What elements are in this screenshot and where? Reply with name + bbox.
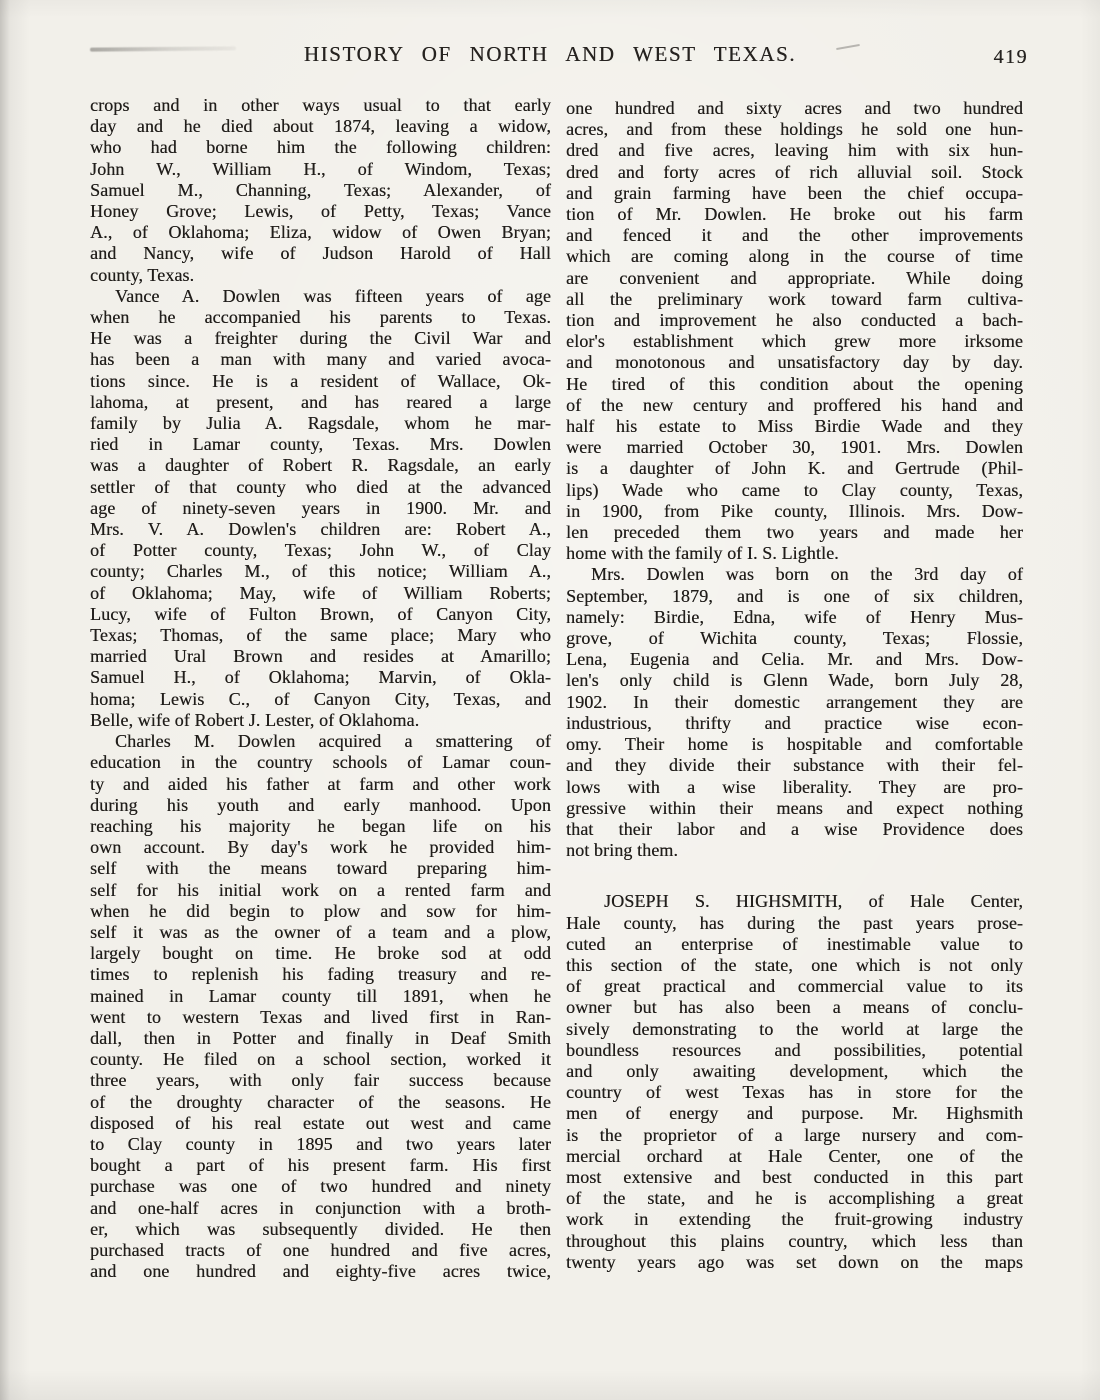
text-line: is the proprietor of a large nursery and com- [566,1124,1023,1145]
text-line: not bring them. [566,840,678,861]
text-line: largely bought on time. He broke sod at odd [90,943,551,964]
text-line: family by Julia A. Ragsdale, whom he mar- [90,413,551,434]
text-line: namely: Birdie, Edna, wife of Henry Mus- [566,606,1023,627]
text-line: Mrs. V. A. Dowlen's children are: Robert A., [90,519,551,540]
text-line: A., of Oklahoma; Eliza, widow of Owen Bryan; [90,222,551,243]
text-line: most extensive and best conducted in this part [566,1166,1023,1187]
text-line: and grain farming have been the chief occupa- [566,182,1023,203]
text-line: len's only child is Glenn Wade, born July 28, [566,670,1023,691]
text-line: John W., William H., of Windom, Texas; [90,158,551,179]
text-line: lips) Wade who came to Clay county, Texas, [566,479,1023,500]
text-line: of Potter county, Texas; John W., of Clay [90,540,551,561]
text-line: self for his initial work on a rented farm and [90,879,551,900]
text-line: elor's establishment which grew more irksome [566,331,1023,352]
text-line: sively demonstrating to the world at large the [566,1018,1023,1039]
text-line: gressive within their means and expect nothing [566,797,1023,818]
text-line: ried in Lamar county, Texas. Mrs. Dowlen [90,434,551,455]
text-line: Vance A. Dowlen was fifteen years of age [115,285,551,306]
text-line: homa; Lewis C., of Canyon City, Texas, and [90,688,551,709]
text-line: dall, then in Potter and finally in Deaf Smith [90,1027,551,1048]
text-line: disposed of his real estate out west and came [90,1112,551,1133]
text-line: dred and forty acres of rich alluvial soil. Stock [566,161,1023,182]
text-line: purchase was one of two hundred and ninety [90,1176,551,1197]
text-line: industrious, thrifty and practice wise econ- [566,712,1023,733]
text-line: county, Texas. [90,264,195,285]
text-line: cuted an enterprise of inestimable value to [566,933,1023,954]
text-line: mained in Lamar county till 1891, when he [90,985,551,1006]
text-line: three years, with only fair success because [90,1070,551,1091]
text-line: and one hundred and eighty-five acres twice, [90,1261,551,1282]
text-line: were married October 30, 1901. Mrs. Dowlen [566,437,1023,458]
text-line: times to replenish his fading treasury and re- [90,964,551,985]
text-line: of Oklahoma; May, wife of William Roberts; [90,582,551,603]
page-number: 419 [993,46,1028,68]
text-line: who had borne him the following children: [90,137,551,158]
text-line: when he did begin to plow and sow for him- [90,900,551,921]
text-line: He tired of this condition about the opening [566,373,1023,394]
running-title: HISTORY OF NORTH AND WEST TEXAS. [303,42,797,66]
text-line: crops and in other ways usual to that early [90,95,551,115]
column-right [566,98,1023,1273]
text-line: dred and five acres, leaving him with six hun- [566,140,1023,161]
text-line: country of west Texas has in store for the [566,1082,1023,1103]
text-line: Texas; Thomas, of the same place; Mary who [90,625,551,646]
text-line: married Ural Brown and resides at Amarillo; [90,646,551,667]
paragraph [566,98,1023,564]
text-line: reaching his majority he began life on his [90,815,551,836]
paragraph [566,564,1023,861]
text-line: owner but has also been a means of conclu- [566,997,1023,1018]
text-line: this section of the state, one which is not only [566,954,1023,975]
text-line: acres, and from these holdings he sold one hun- [566,119,1023,140]
text-line: and only awaiting development, which the [566,1060,1023,1081]
text-line: day and he died about 1874, leaving a widow, [90,116,551,137]
text-line: are convenient and appropriate. While doing [566,267,1023,288]
text-line: Lena, Eugenia and Celia. Mr. and Mrs. Dow- [566,649,1023,670]
text-line: and monotonous and unsatisfactory day by day. [566,352,1023,373]
text-line: tion and improvement he also conducted a bach- [566,310,1023,331]
text-line: len preceded them two years and made her [566,522,1023,543]
text-line: and fenced it and the other improvements [566,225,1023,246]
text-line: that their labor and a wise Providence does [566,818,1023,839]
text-line: Honey Grove; Lewis, of Petty, Texas; Vance [90,201,551,222]
text-line: Mrs. Dowlen was born on the 3rd day of [591,564,1023,585]
text-line: and Nancy, wife of Judson Harold of Hall [90,243,551,264]
text-line: of the state, and he is accomplishing a great [566,1188,1023,1209]
text-line: went to western Texas and lived first in Ran- [90,1006,551,1027]
text-line: twenty years ago was set down on the maps [566,1251,1023,1272]
text-line: and they divide their substance with their fel- [566,755,1023,776]
text-line: settler of that county who died at the advanced [90,476,551,497]
text-line: home with the family of I. S. Lightle. [566,543,839,564]
text-line: Samuel M., Channing, Texas; Alexander, of [90,179,551,200]
paragraph [90,95,551,286]
text-line: county. He filed on a school section, worked it [90,1049,551,1070]
text-line: boundless resources and possibilities, potential [566,1039,1023,1060]
text-line: which are coming along in the course of time [566,246,1023,267]
text-line: purchased tracts of one hundred and five acres, [90,1239,551,1260]
text-line: er, which was subsequently divided. He then [90,1218,551,1239]
text-line: during his youth and early manhood. Upon [90,794,551,815]
text-line: has been a man with many and varied avoca- [90,349,551,370]
text-line: omy. Their home is hospitable and comfortable [566,734,1023,755]
text-line: all the preliminary work toward farm cultiva- [566,288,1023,309]
text-line: Charles M. Dowlen acquired a smattering of [115,731,551,752]
text-line: of the new century and proffered his hand and [566,394,1023,415]
text-line: when he accompanied his parents to Texas. [90,307,551,328]
paragraph [566,891,1023,1273]
text-line: Hale county, has during the past years prose- [566,912,1023,933]
paragraph [90,731,551,1282]
text-line: half his estate to Miss Birdie Wade and they [566,416,1023,437]
text-line: September, 1879, and is one of six children, [566,585,1023,606]
text-line: own account. By day's work he provided him- [90,837,551,858]
text-line: county; Charles M., of this notice; William A., [90,561,551,582]
text-line: lows with a wise liberality. They are pro- [566,776,1023,797]
text-line: of the droughty character of the seasons. He [90,1091,551,1112]
text-line: work in extending the fruit-growing industry [566,1209,1023,1230]
text-line: grove, of Wichita county, Texas; Flossie, [566,628,1023,649]
paragraph [90,286,551,731]
text-line: in 1900, from Pike county, Illinois. Mrs. Dow- [566,500,1023,521]
text-line: and one-half acres in conjunction with a broth- [90,1197,551,1218]
text-line: education in the country schools of Lamar coun- [90,752,551,773]
text-line: He was a freighter during the Civil War and [90,328,551,349]
text-line: lahoma, at present, and has reared a large [90,391,551,412]
text-line: men of energy and purpose. Mr. Highsmith [566,1103,1023,1124]
text-line: Samuel H., of Oklahoma; Marvin, of Okla- [90,667,551,688]
text-line: of great practical and commercial value to its [566,976,1023,997]
text-line: JOSEPH S. HIGHSMITH, of Hale Center, [604,891,1023,912]
text-line: self it was as the owner of a team and a plow, [90,921,551,942]
text-line: was a daughter of Robert R. Ragsdale, an early [90,455,551,476]
text-line: self with the means toward preparing him- [90,858,551,879]
text-line: age of ninety-seven years in 1900. Mr. and [90,497,551,518]
text-line: throughout this plains country, which less than [566,1230,1023,1251]
text-line: is a daughter of John K. and Gertrude (Phil- [566,458,1023,479]
text-line: bought a part of his present farm. His first [90,1155,551,1176]
text-line: tion of Mr. Dowlen. He broke out his farm [566,204,1023,225]
text-line: mercial orchard at Hale Center, one of the [566,1145,1023,1166]
text-line: tions since. He is a resident of Wallace, Ok- [90,370,551,391]
text-line: one hundred and sixty acres and two hundred [566,98,1023,118]
text-line: to Clay county in 1895 and two years later [90,1133,551,1154]
text-line: 1902. In their domestic arrangement they are [566,691,1023,712]
text-line: Belle, wife of Robert J. Lester, of Oklahoma. [90,709,420,730]
text-line: Lucy, wife of Fulton Brown, of Canyon City, [90,603,551,624]
column-left [90,95,551,1282]
text-line: ty and aided his father at farm and other work [90,773,551,794]
